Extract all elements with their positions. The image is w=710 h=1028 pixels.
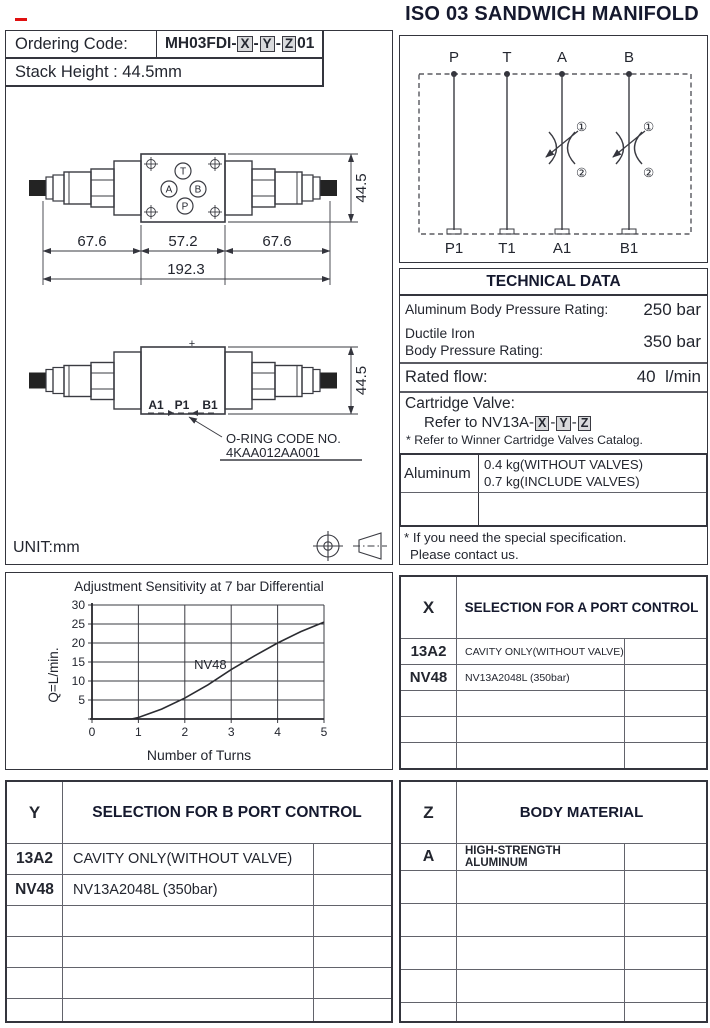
table-row: 13A2 CAVITY ONLY(WITHOUT VALVE) [7, 844, 391, 875]
chart-ylabel: Q=L/min. [46, 647, 61, 703]
weight-material: Aluminum [401, 455, 479, 492]
svg-text:25: 25 [71, 617, 85, 631]
weight-line1: 0.4 kg(WITHOUT VALVES) [484, 457, 644, 472]
table-row [7, 968, 391, 999]
cartridge-y-box: Y [556, 416, 570, 431]
code-suffix: 01 [297, 35, 315, 52]
table-row [401, 937, 706, 970]
table-x-key: X [401, 577, 457, 638]
dim-left: 67.6 [77, 233, 107, 250]
selection-table-x [399, 575, 708, 770]
table-x-header: SELECTION FOR A PORT CONTROL [464, 600, 699, 615]
svg-text:15: 15 [71, 655, 85, 669]
code-z-box: Z [282, 36, 296, 52]
cartridge-valve-block [400, 395, 707, 447]
weight-table [399, 453, 708, 527]
table-row: NV48 NV13A2048L (350bar) [401, 665, 706, 691]
port-label-t1: T1 [498, 240, 516, 257]
label-p1: P1 [174, 398, 190, 412]
oring-note-line1: O-RING CODE NO. [226, 431, 341, 446]
label-a1: A1 [148, 398, 164, 412]
code-prefix: MH03FDI- [165, 35, 237, 52]
port-label-p: P [448, 49, 460, 66]
marker-1-a: ① [576, 120, 588, 134]
table-row [7, 906, 391, 937]
rated-flow-row: Rated flow: 40 l/min [400, 364, 707, 390]
stack-height-row [6, 59, 324, 87]
chart-xlabel: Number of Turns [146, 747, 252, 763]
port-label-p1: P1 [444, 240, 464, 257]
table-row: A HIGH-STRENGTH ALUMINUM [401, 844, 706, 871]
table-row [7, 937, 391, 968]
ductile-pressure-value: 350 bar [643, 332, 701, 351]
aluminum-pressure-value: 250 bar [643, 300, 701, 319]
svg-text:5: 5 [320, 725, 328, 739]
table-y-header: SELECTION FOR B PORT CONTROL [92, 803, 362, 821]
port-label-a1: A1 [552, 240, 572, 257]
throttle-valve-a [546, 120, 587, 180]
marker-1-b: ① [643, 120, 655, 134]
code-sep2: - [275, 35, 281, 52]
cartridge-z-box: Z [578, 416, 592, 431]
port-a: A [165, 184, 173, 196]
body-material-table-z [399, 780, 708, 1023]
rated-flow-value: 40 l/min [636, 367, 701, 386]
table-row [401, 743, 706, 769]
cartridge-refer: Refer to NV13A- X - Y - Z [400, 414, 707, 431]
stack-height-label: Stack Height : 44.5mm [15, 62, 182, 81]
thread-tip-right [320, 180, 337, 196]
dim-height: 44.5 [353, 173, 370, 203]
technical-data-panel [399, 268, 708, 565]
plus-mark: + [188, 338, 196, 350]
marker-2-a: ② [576, 166, 588, 180]
port-b: B [194, 184, 202, 196]
svg-text:0: 0 [88, 725, 96, 739]
ordering-code-row [6, 31, 324, 59]
code-sep1: - [253, 35, 259, 52]
chart-title: Adjustment Sensitivity at 7 bar Differential [74, 579, 324, 594]
ordering-code-label: Ordering Code: [15, 34, 128, 53]
svg-text:5: 5 [78, 693, 85, 707]
thread-tip-left [29, 180, 46, 196]
hydraulic-schematic-panel [399, 35, 708, 263]
oring-note-line2: 4KAA012AA001 [226, 445, 320, 460]
label-b1: B1 [202, 398, 218, 412]
table-row [401, 717, 706, 743]
dim-right: 67.6 [262, 233, 292, 250]
svg-text:30: 30 [71, 598, 85, 612]
hydraulic-schematic [400, 36, 705, 260]
code-y-box: Y [260, 36, 275, 52]
sensitivity-chart [6, 595, 390, 747]
table-row: NV48 NV13A2048L (350bar) [7, 875, 391, 906]
svg-text:10: 10 [71, 674, 85, 688]
table-z-key: Z [401, 782, 457, 843]
svg-text:3: 3 [227, 725, 235, 739]
unit-label: UNIT:mm [13, 539, 80, 556]
table-row [401, 904, 706, 937]
pressure-rating-ductile-row: Ductile Iron Body Pressure Rating: 350 bar [400, 322, 707, 362]
weight-line2: 0.7 kg(INCLUDE VALVES) [484, 473, 640, 489]
cartridge-x-box: X [535, 416, 549, 431]
table-row [401, 1003, 706, 1023]
page-title: ISO 03 SANDWICH MANIFOLD [405, 3, 699, 25]
table-row [401, 691, 706, 717]
port-label-a: A [556, 49, 568, 66]
port-t: T [179, 166, 187, 178]
svg-text:NV48: NV48 [194, 656, 227, 672]
red-mark [15, 18, 27, 21]
drawing-panel [5, 30, 393, 565]
cartridge-title: Cartridge Valve: [405, 395, 515, 412]
port-circles [161, 163, 206, 214]
port-label-t: T [502, 49, 512, 66]
table-row [401, 871, 706, 904]
outline-drawing-top [10, 139, 390, 314]
schematic-lines [445, 49, 638, 257]
pressure-rating-aluminum-row: Aluminum Body Pressure Rating: 250 bar [400, 297, 707, 323]
dim-height-front: 44.5 [353, 365, 370, 396]
table-y-key: Y [7, 782, 63, 843]
svg-text:2: 2 [181, 725, 189, 739]
throttle-valve-b [613, 120, 654, 180]
special-spec-footnote: * If you need the special specification. Please contact us. [404, 530, 627, 562]
chart-panel [5, 572, 393, 770]
svg-text:20: 20 [71, 636, 85, 650]
outline-drawing-front [10, 334, 390, 474]
svg-text:1: 1 [135, 725, 142, 739]
technical-data-header: TECHNICAL DATA [400, 269, 707, 296]
svg-text:4: 4 [274, 725, 281, 739]
table-z-header: BODY MATERIAL [519, 804, 644, 821]
port-label-b1: B1 [619, 240, 639, 257]
projection-symbol [311, 529, 389, 563]
cartridge-note: * Refer to Winner Cartridge Valves Catalog. [406, 433, 643, 448]
code-x-box: X [237, 36, 252, 52]
dim-middle: 57.2 [168, 233, 198, 250]
port-p: P [181, 201, 189, 213]
ordering-code-value [156, 31, 322, 57]
marker-2-b: ② [643, 166, 655, 180]
table-row [7, 999, 391, 1023]
table-row: 13A2 CAVITY ONLY(WITHOUT VALVE) [401, 639, 706, 665]
selection-table-y [5, 780, 393, 1023]
dim-total: 192.3 [167, 261, 205, 278]
port-label-b: B [623, 49, 635, 66]
table-row [401, 970, 706, 1003]
